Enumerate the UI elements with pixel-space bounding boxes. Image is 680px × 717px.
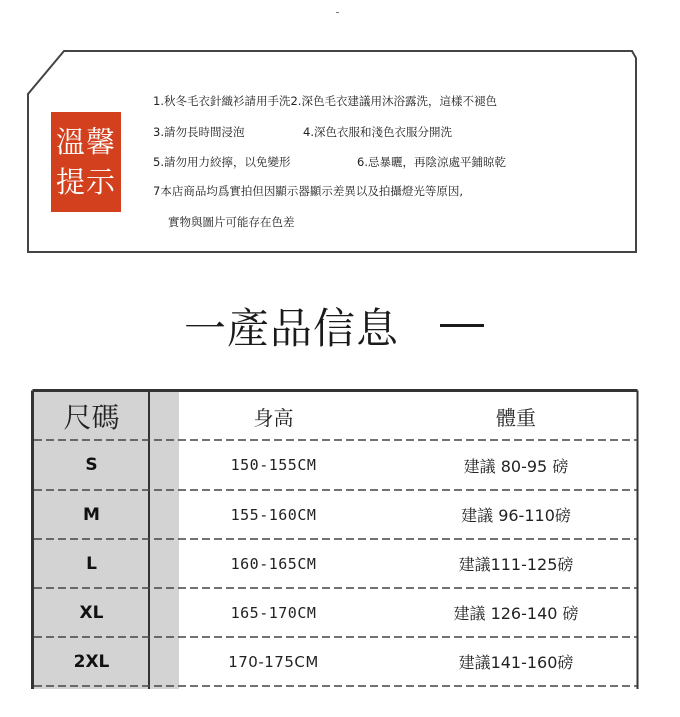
- height-cell: 170-175CM: [228, 652, 319, 671]
- size-cell: 2XL: [73, 651, 110, 672]
- height-cell: 165-170CM: [230, 603, 317, 622]
- care-notice-panel: [0, 0, 680, 260]
- header-height: 身高: [253, 405, 294, 430]
- weight-cell: 建議 126-140 磅: [453, 604, 579, 623]
- size-cell: L: [86, 553, 97, 574]
- badge-line-1: 溫馨: [55, 125, 116, 159]
- size-cell: XL: [79, 602, 104, 623]
- height-cell: 160-165CM: [230, 554, 317, 573]
- header-size: 尺碼: [63, 401, 120, 434]
- warm-tips-badge: [51, 112, 121, 212]
- badge-line-2: 提示: [55, 165, 116, 199]
- weight-cell: 建議141-160磅: [458, 653, 574, 672]
- tip-1-2: 1.秋冬毛衣針織衫請用手洗2.深色毛衣建議用沐浴露洗，這樣不褪色: [153, 94, 497, 108]
- weight-cell: 建議111-125磅: [458, 555, 574, 574]
- size-cell: M: [83, 504, 100, 525]
- size-chart-table: [31, 389, 639, 689]
- weight-cell: 建議 96-110磅: [461, 506, 571, 525]
- tip-5: 5.請勿用力絞擰，以免變形: [153, 155, 291, 169]
- height-cell: 150-155CM: [230, 456, 317, 474]
- tip-6: 6.忌暴曬，再陰涼處平鋪晾乾: [357, 155, 506, 169]
- heading-trailing-dash: [440, 324, 484, 327]
- tip-4: 4.深色衣服和淺色衣服分開洗: [303, 125, 452, 139]
- tip-7-continued: 實物與圖片可能存在色差: [168, 215, 295, 229]
- product-info-heading: 一產品信息: [184, 304, 400, 353]
- tip-7: 7本店商品均爲實拍但因顯示器顯示差異以及拍攝燈光等原因,: [153, 184, 463, 198]
- weight-cell: 建議 80-95 磅: [463, 456, 569, 476]
- header-weight: 體重: [496, 405, 536, 430]
- size-cell: S: [85, 455, 98, 475]
- tip-3: 3.請勿長時間浸泡: [153, 125, 245, 139]
- height-cell: 155-160CM: [230, 505, 317, 524]
